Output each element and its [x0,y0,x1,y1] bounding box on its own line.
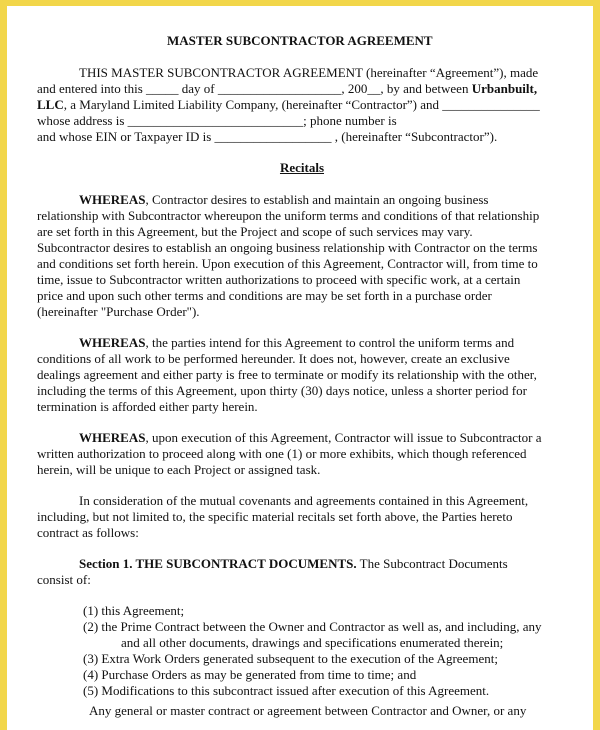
intro-line-2: and entered into this _____ day of ___________________, 200__, by and between Urbanbuilt, [37,81,538,96]
whereas1-line-6: time, issue to Subcontractor written authorizations to proceed with specific work, at a certain [37,272,521,287]
whereas2-line-2: conditions of all work to be performed hereunder. It does not, however, create an exclusive [37,351,510,366]
list-item-3: (3) Extra Work Orders generated subsequent to the execution of the Agreement; [83,651,498,666]
document-title: MASTER SUBCONTRACTOR AGREEMENT [167,33,433,48]
intro-line-5: and whose EIN or Taxpayer ID is __________________ , (hereinafter “Subcontractor”). [37,129,498,144]
document-page [7,6,593,730]
whereas3-line-1: WHEREAS, upon execution of this Agreement, Contractor will issue to Subcontractor a [79,430,542,445]
intro-line-1: THIS MASTER SUBCONTRACTOR AGREEMENT (hereinafter “Agreement”), made [79,65,539,80]
consideration-line-3: contract as follows: [37,525,139,540]
section1-heading-line: Section 1. THE SUBCONTRACT DOCUMENTS. The Subcontract Documents [79,556,508,571]
consideration-line-2: including, but not limited to, the specific material recitals set forth above, the Parties hereto [37,509,513,524]
whereas1-line-3: are set forth in this Agreement, but the Project and scope of such services may vary. [37,224,473,239]
whereas2-line-3: dealings agreement and either party is free to terminate or modify its relationship with the other, [37,367,537,382]
whereas1-line-5: and conditions set forth herein. Upon execution of this Agreement, Contractor will, from time to [37,256,538,271]
whereas3-line-2: written authorization to proceed along with one (1) or more exhibits, which though referenced [37,446,527,461]
whereas3-line-3: herein, will be unique to each Project or assigned task. [37,462,321,477]
consideration-line-1: In consideration of the mutual covenants and agreements contained in this Agreement, [79,493,529,508]
whereas1-line-8: (hereinafter "Purchase Order"). [37,304,200,319]
whereas2-line-1: WHEREAS, the parties intend for this Agreement to control the uniform terms and [79,335,515,350]
whereas1-line-7: price and upon such other terms and conditions are may be set forth in a purchase order [37,288,492,303]
list-item-4: (4) Purchase Orders as may be generated from time to time; and [83,667,417,682]
list-item-1: (1) this Agreement; [83,603,185,618]
whereas1-line-4: Subcontractor desires to establish an ongoing business relationship with Contractor on the terms [37,240,538,255]
whereas2-line-5: termination is afforded either party herein. [37,399,258,414]
list-item-2: (2) the Prime Contract between the Owner and Contractor as well as, and including, any [83,619,542,634]
final-line: Any general or master contract or agreement between Contractor and Owner, or any [89,703,527,718]
section1-line-2: consist of: [37,572,91,587]
whereas2-line-4: including the terms of this Agreement, upon thirty (30) days notice, unless a shorter period for [37,383,527,398]
whereas1-line-2: relationship with Subcontractor whereupon the uniform terms and conditions of that relationship [37,208,540,223]
list-item-2-cont: and all other documents, drawings and specifications enumerated therein; [121,635,504,650]
recitals-heading: Recitals [279,160,325,175]
list-item-5: (5) Modifications to this subcontract issued after execution of this Agreement. [83,683,490,698]
whereas1-line-1: WHEREAS, Contractor desires to establish and maintain an ongoing business [79,192,489,207]
intro-line-4: whose address is ___________________________; phone number is [37,113,397,128]
intro-line-3: LLC, a Maryland Limited Liability Company, (hereinafter “Contractor”) and _______________ [37,97,540,112]
